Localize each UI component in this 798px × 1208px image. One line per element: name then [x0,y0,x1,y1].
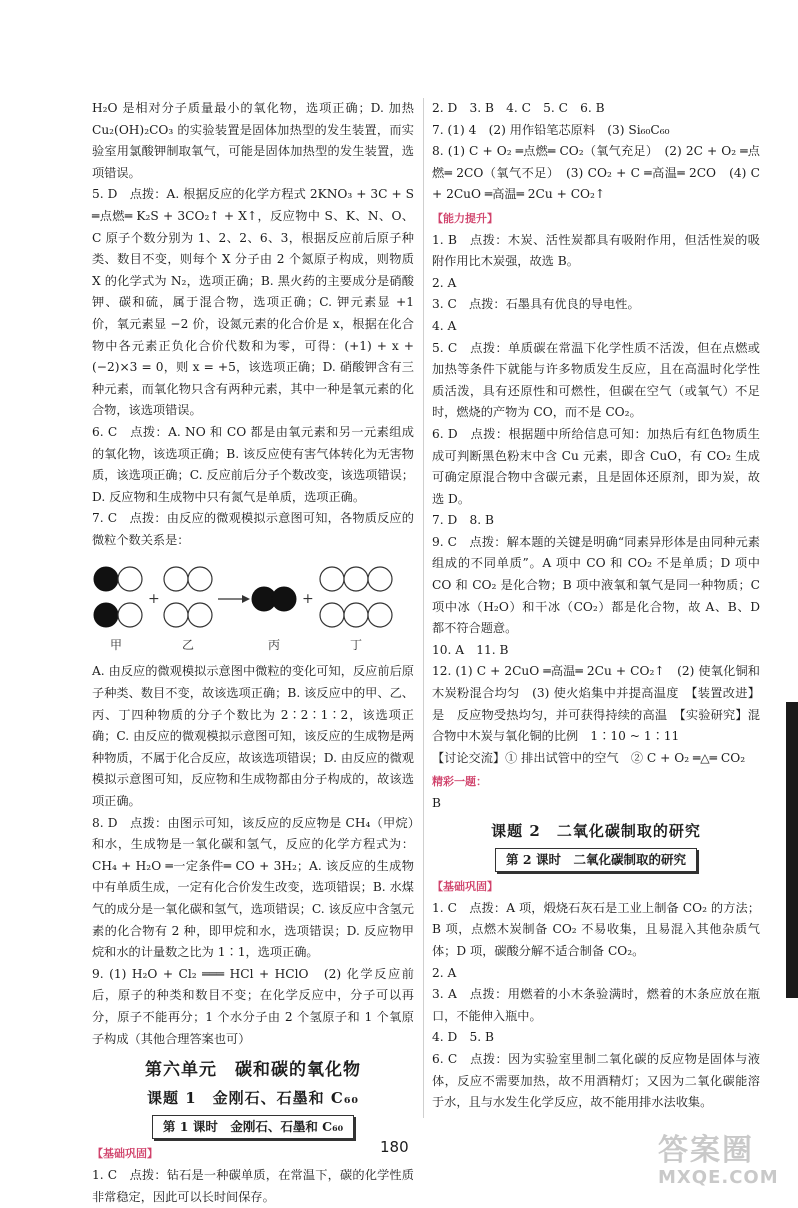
ability-a7: 7. D 8. B [432,513,494,528]
lesson2-title: 第 2 课时 二氧化碳制取的研究 [495,848,697,872]
watermark-text: 答案圈 [658,1133,754,1168]
basic-b6: 6. C 点拨：因为实验室里制二氧化碳的反应物是固体与液体，反应不需要加热，故不用酒精灯；又因为二氧化碳能溶于水，且与水发生化学反应，故不能用排水法收集。 [432,1051,760,1110]
ability-a10: 10. A 11. B [432,642,509,657]
answer-q8: 8. D 点拨：由图示可知，该反应的反应物是 CH₄（甲烷）和水，生成物是一氧化碳和氢气，反应的化学方程式为：CH₄ + H₂O ═一定条件═ CO + 3H₂；A. 该反应的生成物中有单质生成，一定有化合价发生改变，选项错误；B. 水煤气的成分是一氧化碳和氢气，选项错误；C. 该反应中含氢元素的化合物有 2 种，即甲烷和水，选项错误；D. 反应物甲烷和水的计量数之比为 1∶1，选项正确。 [92,815,414,960]
answer-para-water: H₂O 是相对分子质量最小的氧化物，选项正确；D. 加热 Cu₂(OH)₂CO₃ 的实验装置是固体加热型的发生装置，而实验室用氯酸钾制取氧气，可能是固体加热型的发生装置，选项错误。 [92,101,414,180]
oxygen-atom [344,567,368,591]
nitrogen-atom [164,567,188,591]
nitrogen-atom [188,603,212,627]
basic-b1: 1. C 点拨：A 项，煅烧石灰石是工业上制备 CO₂ 的方法；B 项，点燃木炭制备 CO₂ 不易收集，且易混入其他杂质气体；D 项，碳酸分解不适合制备 CO₂。 [432,900,760,958]
ability-a5: 5. C 点拨：单质碳在常温下化学性质不活泼，但在点燃或加热等条件下就能与许多物质发生反应，且在高温时化学性质活泼，具有还原性和可燃性，但碳在空气（或氧气）不足时，燃烧的产物为 CO，而不是 CO₂。 [432,340,760,420]
ability-a6: 6. D 点拨：根据题中所给信息可知：加热后有红色物质生成可判断黑色粉末中含 Cu 元素，即含 CuO，有 CO₂ 生成可确定原混合物中含碳元素，且是固体还原剂，即为炭，故选 D。 [432,426,760,506]
nitrogen-atom [164,603,188,627]
ability-a3: 3. C 点拨：石墨具有优良的导电性。 [432,297,640,312]
answer-q7-cont: A. 由反应的微观模拟示意图中微粒的变化可知，反应前后原子种类、数目不变，故该选项正确；B. 该反应中的甲、乙、丙、丁四种物质的分子个数比为 2∶2∶1∶2，该选项正确；C. 由反应的微观模拟示意图可知，该反应的生成物是两种物质，不属于化合反应，故该选项错误；D. 由反应的微观模拟示意图可知，反应物和生成物都由分子构成的，故该选项正确。 [92,664,414,809]
ability-a1: 1. B 点拨：木炭、活性炭都具有吸附作用，但活性炭的吸附作用比木炭强，故选 B。 [432,232,760,269]
label-bing: 丙 [268,638,281,653]
oxygen-atom [320,603,344,627]
right-column [432,98,760,1114]
section-tag-basic2: 【基础巩固】 [432,880,498,894]
oxygen-atom [118,603,142,627]
discussion: 【讨论交流】① 排出试管中的空气 ② C + O₂ ═△═ CO₂ [432,750,746,765]
label-yi: 乙 [182,638,195,653]
page-edge-tab [786,702,798,998]
page-number: 180 [380,1138,409,1156]
basic-b4: 4. D 5. B [432,1030,494,1045]
basic-b2: 2. A [432,965,457,980]
label-jia: 甲 [110,638,123,653]
topic-title: 课题 1 金刚石、石墨和 C₆₀ [147,1088,359,1107]
section-tag-featured: 精彩一题： [432,775,487,789]
column-divider [423,98,424,1118]
answer-q8-right: 8. (1) C + O₂ ═点燃═ CO₂（氧气充足） (2) 2C + O₂ ═点燃═ 2CO（氧气不足） (3) CO₂ + C ═高温═ 2CO (4) C + 2CuO ═高温═ 2Cu + CO₂↑ [432,144,760,202]
answer-q7-right: 7. (1) 4 (2) 用作铅笔芯原料 (3) Si₆₀C₆₀ [432,122,670,137]
watermark-domain: MXQE.COM [658,1167,779,1188]
oxygen-atom [118,567,142,591]
answer-q1: 1. C 点拨：钻石是一种碳单质，在常温下，碳的化学性质非常稳定，因此可以长时间保存。 [92,1167,414,1204]
left-column [92,98,414,1208]
answer-q7: 7. C 点拨：由反应的微观模拟示意图可知，各物质反应的微粒个数关系是： [92,511,414,547]
section-tag-ability: 【能力提升】 [432,211,498,225]
carbon-atom [272,587,296,611]
oxygen-atom [344,603,368,627]
plus-sign: + [302,591,314,608]
oxygen-atom [320,567,344,591]
lesson-title: 第 1 课时 金刚石、石墨和 C₆₀ [152,1115,354,1139]
carbon-atom [94,603,118,627]
oxygen-atom [368,567,392,591]
topic2-title: 课题 2 二氧化碳制取的研究 [491,821,701,840]
ability-a4: 4. A [432,318,457,333]
answer-q6: 6. C 点拨：A. NO 和 CO 都是由氧元素和另一元素组成的氧化物，该选项正确；B. 该反应使有害气体转化为无害物质，该选项正确；C. 反应前后分子个数改变，该选项错误；D. 反应物和生成物中只有氮气是单质，选项正确。 [92,424,414,504]
unit-title: 第六单元 碳和碳的氧化物 [145,1060,361,1081]
nitrogen-atom [188,567,212,591]
answer-q9: 9. (1) H₂O + Cl₂ ═══ HCl + HClO (2) 化学反应前后，原子的种类和数目不变；在化学反应中，分子可以再分，原子不能再分；1 个水分子由 2 个氢原子和 1 个氧原子构成（其他合理答案也可） [92,966,414,1046]
answer-2-to-6: 2. D 3. B 4. C 5. C 6. B [432,101,605,115]
answer-q5: 5. D 点拨：A. 根据反应的化学方程式 2KNO₃ + 3C + S ═点燃═ K₂S + 3CO₂↑ + X↑，反应物中 S、K、N、O、C 原子个数分别为 1、2、2、6、3，根据反应前后原子种类、数目不变，则每个 X 分子由 2 个氮原子构成，则物质 X 的化学式为 N₂，选项正确；B. 黑火药的主要成分是硝酸钾、碳和硫，属于混合物，选项正确；C. 钾元素显 +1 价，氧元素显 −2 价，设氮元素的化合价是 x，根据在化合物中各元素正负化合价代数和为零，可得：(+1) + x + (−2)×3 = 0，则 x = +5，该选项正确；D. 硝酸钾含有三种元素，而氧化物只含有两种元素，其中一种是氧元素的化合物，该选项错误。 [92,187,414,418]
oxygen-atom [368,603,392,627]
ability-a9: 9. C 点拨：解本题的关键是明确“同素异形体是由同种元素组成的不同单质”。A 项中 CO 和 CO₂ 不是单质；D 项中 CO 和 CO₂ 是化合物；B 项中液氧和氧气是同一种物质；C 项中冰（H₂O）和干冰（CO₂）都是化合物，故 A、B、D 都不符合题意。 [432,534,760,636]
carbon-atom [94,567,118,591]
featured-answer: B [432,796,441,810]
watermark-logo [658,1134,779,1188]
section-tag-basic: 【基础巩固】 [92,1147,158,1161]
reaction-arrowhead [242,595,250,603]
plus-sign: + [148,591,160,608]
basic-b3: 3. A 点拨：用燃着的小木条验满时，燃着的木条应放在瓶口，不能伸入瓶中。 [432,987,760,1023]
ability-a12: 12. (1) C + 2CuO ═高温═ 2Cu + CO₂↑ (2) 使氧化铜和木炭粉混合均匀 (3) 使火焰集中并提高温度 【装置改进】是 反应物受热均匀，并可获得持续的高温 【实验研究】混合物中木炭与氧化铜的比例 1∶10 ~ 1∶11 [432,664,760,744]
ability-a2: 2. A [432,275,457,290]
molecule-diagram [92,555,414,655]
label-ding: 丁 [350,638,363,653]
